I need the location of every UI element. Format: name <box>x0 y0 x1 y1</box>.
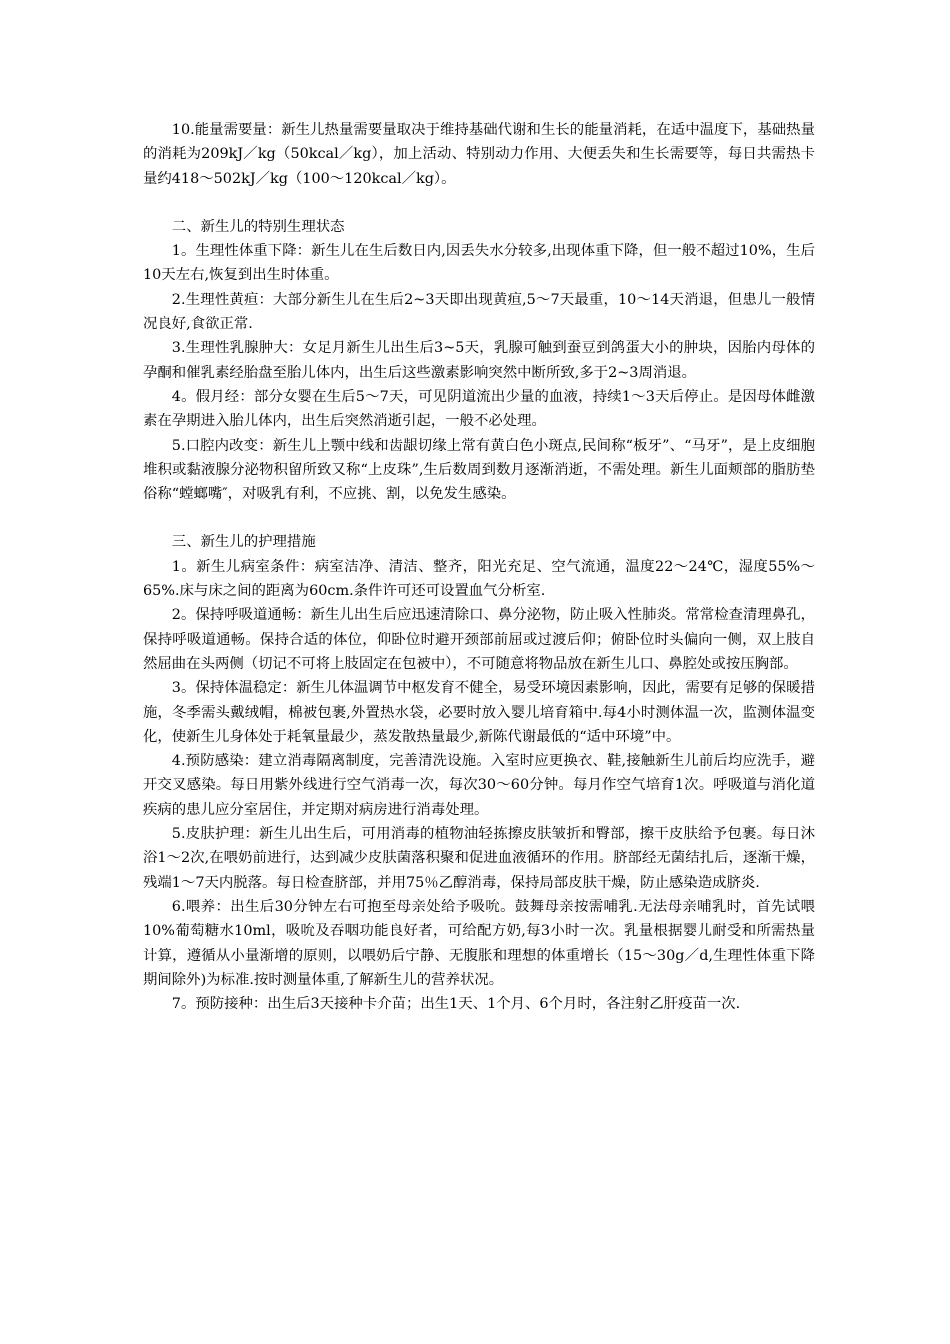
paragraph-infection-prevention: 4.预防感染：建立消毒隔离制度，完善清洗设施。入室时应更换衣、鞋,接触新生儿前后均应洗手，避开交叉感染。每日用紫外线进行空气消毒一次，每次30～60分钟。每月作空气培育1次。呼吸道与消化道疾病的患儿应分室居住，并定期对病房进行消毒处理。 <box>143 753 815 818</box>
paragraph-pseudo-menstruation: 4。假月经：部分女婴在生后5～7天，可见阴道流出少量的血液，持续1～3天后停止。是因母体雌激素在孕期进入胎儿体内，出生后突然消逝引起，一般不必处理。 <box>143 388 815 430</box>
document-body <box>143 118 815 1016</box>
paragraph-vaccination: 7。预防接种：出生后3天接种卡介苗；出生1天、1个月、6个月时，各注射乙肝疫苗一次. <box>171 996 741 1013</box>
paragraph-airway: 2。保持呼吸道通畅：新生儿出生后应迅速清除口、鼻分泌物，防止吸入性肺炎。常常检查清理鼻孔，保持呼吸道通畅。保持合适的体位，仰卧位时避开颈部前屈或过渡后仰；俯卧位时头偏向一侧，双上肢自然屈曲在头两侧（切记不可将上肢固定在包被中），不可随意将物品放在新生儿口、鼻腔处或按压胸部。 <box>143 607 815 672</box>
paragraph-jaundice: 2.生理性黄疸：大部分新生儿在生后2~3天即出现黄疸,5～7天最重，10～14天消退，但患儿一般情况良好,食欲正常. <box>143 291 815 333</box>
section-heading-nursing-measures: 三、新生儿的护理措施 <box>171 534 316 551</box>
section-heading-physiological-states: 二、新生儿的特别生理状态 <box>171 218 345 235</box>
section-spacer <box>143 191 815 215</box>
paragraph-breast-swelling: 3.生理性乳腺肿大：女足月新生儿出生后3~5天，乳腺可触到蚕豆到鸽蛋大小的肿块，因胎内母体的孕酮和催乳素经胎盘至胎儿体内，出生后这些激素影响突然中断所致,多于2~3周消退。 <box>143 340 815 381</box>
paragraph-energy-requirement: 10.能量需要量：新生儿热量需要量取决于维持基础代谢和生长的能量消耗，在适中温度下，基础热量的消耗为209kJ／kg（50kcal／kg），加上活动、特别动力作用、大便丢失和生长需要等，每日共需热卡量约418～502kJ／kg（100～120kcal／kg）。 <box>143 122 815 187</box>
paragraph-weight-loss: 1。生理性体重下降：新生儿在生后数日内,因丢失水分较多,出现体重下降，但一般不超过10%，生后10天左右,恢复到出生时体重。 <box>143 243 815 284</box>
paragraph-feeding: 6.喂养：出生后30分钟左右可抱至母亲处给予吸吮。鼓舞母亲按需哺乳.无法母亲哺乳时，首先试喂10%葡萄糖水10ml，吸吮及吞咽功能良好者，可给配方奶,每3小时一次。乳量根据婴儿耐受和所需热量计算，遵循从小量渐增的原则，以喂奶后宁静、无腹胀和理想的体重增长（15～30g／d,生理性体重下降期间除外)为标准.按时测量体重,了解新生儿的营养状况。 <box>143 898 815 988</box>
paragraph-ward-conditions: 1。新生儿病室条件：病室洁净、清洁、整齐，阳光充足、空气流通，温度22～24℃，湿度55%～65%.床与床之间的距离为60cm.条件许可还可设置血气分析室. <box>143 558 815 600</box>
paragraph-skin-care: 5.皮肤护理：新生儿出生后，可用消毒的植物油轻拣擦皮肤皱折和臀部，擦干皮肤给予包裹。每日沐浴1～2次,在喂奶前进行，达到减少皮肤菌落积聚和促进血液循环的作用。脐部经无菌结扎后，逐渐干燥，残端1～7天内脱落。每日检查脐部，并用75％乙醇消毒，保持局部皮肤干燥，防止感染造成脐炎. <box>143 826 815 891</box>
paragraph-oral-changes: 5.口腔内改变：新生儿上颚中线和齿龈切缘上常有黄白色小斑点,民间称“板牙”、“马牙”，是上皮细胞堆积或黏液腺分泌物积留所致又称“上皮珠”,生后数周到数月逐渐消逝，不需处理。新生儿面颊部的脂肪垫俗称“螳螂嘴″，对吸乳有利，不应挑、割，以免发生感染。 <box>143 437 815 503</box>
section-spacer <box>143 506 815 530</box>
paragraph-temperature: 3。保持体温稳定：新生儿体温调节中枢发育不健全，易受环境因素影响，因此，需要有足够的保暖措施，冬季需头戴绒帽，棉被包裹,外置热水袋，必要时放入婴儿培育箱中.每4小时测体温一次，监测体温变化，使新生儿身体处于耗氧量最少，蒸发散热量最少,新陈代谢最低的“适中环境”中。 <box>143 680 815 745</box>
